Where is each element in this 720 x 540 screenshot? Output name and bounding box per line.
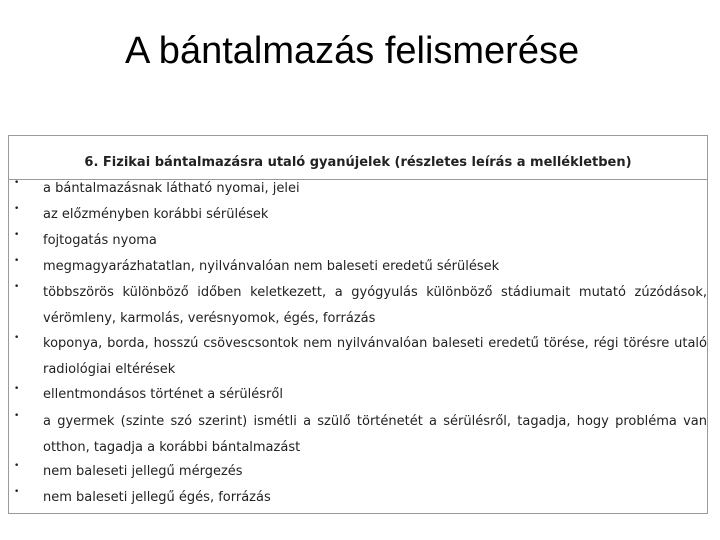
warning-signs-table — [8, 135, 708, 514]
bullet-icon: • — [14, 204, 20, 214]
list-item-text: ellentmondásos történet a sérülésről — [43, 387, 283, 402]
bullet-icon: • — [14, 487, 20, 497]
list-item-text: a bántalmazásnak látható nyomai, jelei — [43, 181, 300, 196]
list-item-text: megmagyarázhatatlan, nyilvánvalóan nem baleseti eredetű sérülések — [43, 259, 500, 274]
table-header: 6. Fizikai bántalmazásra utaló gyanújelek (részletes leírás a mellékletben) — [84, 155, 632, 170]
list-item-text: az előzményben korábbi sérülések — [43, 207, 269, 222]
list-item-text: koponya, borda, hosszú csövescsontok nem nyilvánvalóan baleseti eredetű törése, régi törésre utaló radiológiai eltérések — [43, 336, 707, 377]
list-item-text: fojtogatás nyoma — [43, 233, 157, 248]
bullet-icon: • — [14, 230, 20, 240]
bullet-icon: • — [14, 256, 20, 266]
bullet-icon: • — [14, 384, 20, 394]
list-item-text: többszörös különböző időben keletkezett, a gyógyulás különböző stádiumait mutató zúzódások, vérömleny, karmolás, verésnyomok, égés, forrázás — [43, 285, 707, 326]
bullet-icon: • — [14, 461, 20, 471]
list-item-text: a gyermek (szinte szó szerint) ismétli a szülő történetét a sérülésről, tagadja, hogy probléma van otthon, tagadja a korábbi bántalmazást — [43, 414, 707, 455]
list-item-text: nem baleseti jellegű mérgezés — [43, 464, 243, 479]
bullet-icon: • — [14, 282, 20, 292]
list-item-text: nem baleseti jellegű égés, forrázás — [43, 490, 271, 505]
slide-title: A bántalmazás felismerése — [125, 30, 580, 72]
bullet-icon: • — [14, 411, 20, 421]
bullet-icon: • — [14, 333, 20, 343]
bullet-icon: • — [14, 178, 20, 188]
